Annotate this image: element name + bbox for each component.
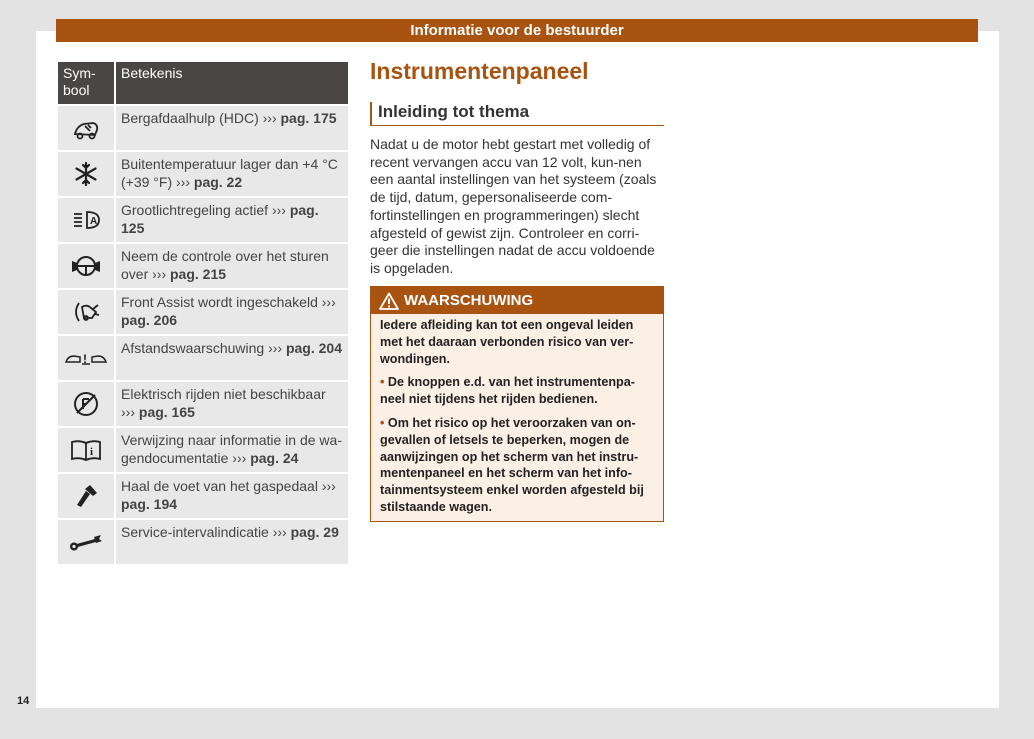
row-text: Bergafdaalhulp (HDC) ››› (121, 110, 281, 126)
high-beam-auto-icon (71, 209, 101, 231)
page-number: 14 (17, 695, 30, 707)
warning-bullet: • Om het risico op het veroorzaken van on-gevallen of letsels te beperken, mogen de aanwijzingen op het scherm van het instru-mentenpaneel en het scherm van het info-tainmentsysteem enkel worden afgesteld bij stilstaande wagen. (380, 415, 644, 514)
wrench-icon (69, 532, 103, 552)
table-row (58, 474, 348, 518)
steering-wheel-hands-icon (70, 253, 102, 279)
front-assist-icon (71, 299, 101, 325)
warning-triangle-icon (379, 292, 399, 310)
table-row (58, 428, 348, 472)
snowflake-icon (73, 161, 99, 187)
page-title: Instrumentenpaneel (370, 58, 589, 84)
page-reference-link[interactable]: pag. 206 (121, 312, 178, 328)
table-row (58, 290, 348, 334)
svg-text:i: i (90, 446, 94, 458)
page-reference-link[interactable]: pag. 215 (170, 266, 227, 282)
row-text: Service-intervalindicatie ››› (121, 524, 291, 540)
row-text: Verwijzing naar informatie in de wa-gendocumentatie ››› (121, 432, 342, 466)
warning-box (370, 286, 664, 522)
intro-paragraph: Nadat u de motor hebt gestart met volledig of recent vervangen accu van 12 volt, kun-nen een aantal instellingen van het systeem (zoals de tijd, datum, gepersonaliseerde com-fortinstellingen en programmeringen) slecht afgesteld of gewist zijn. Controleer en corri-geer die instellingen nadat de accu voldoende is opgeladen. (370, 136, 657, 276)
symbol-table (58, 60, 348, 566)
svg-text:!: ! (83, 352, 87, 366)
manual-info-icon (70, 438, 102, 462)
row-text: Haal de voet van het gaspedaal ››› (121, 478, 336, 494)
table-row (58, 244, 348, 288)
warning-body (371, 314, 663, 516)
accelerator-foot-icon (72, 483, 100, 509)
table-row (58, 520, 348, 564)
page-reference-link[interactable]: pag. 125 (121, 202, 319, 236)
bullet-icon: • (380, 415, 385, 430)
table-row (58, 106, 348, 150)
page-reference-link[interactable]: pag. 204 (285, 340, 342, 356)
page-reference-link[interactable]: pag. 194 (121, 496, 178, 512)
bullet-icon: • (380, 375, 385, 390)
row-text: Neem de controle over het sturen over ››› (121, 248, 329, 282)
table-header-row (58, 62, 348, 104)
page-reference-link[interactable]: pag. 165 (138, 404, 195, 420)
svg-text:A: A (90, 216, 98, 227)
distance-warning-icon (64, 348, 108, 368)
warning-bullet: • De knoppen e.d. van het instrumentenpa-neel niet tijdens het rijden bedienen. (380, 375, 635, 407)
warning-header (371, 287, 663, 314)
row-text: Buitentemperatuur lager dan +4 °C (+39 °F) ››› (121, 156, 338, 190)
row-text: Front Assist wordt ingeschakeld ››› (121, 294, 336, 310)
page-reference-link[interactable]: pag. 175 (280, 110, 337, 126)
row-text: Afstandswaarschuwing ››› (121, 340, 286, 356)
table-row (58, 198, 348, 242)
warning-intro: Iedere afleiding kan tot een ongeval leiden met het daaraan verbonden risico van ver-wondingen. (380, 318, 634, 366)
electric-unavailable-icon (72, 390, 100, 418)
chapter-header: Informatie voor de bestuurder (56, 19, 978, 42)
table-row (58, 336, 348, 380)
column-header-meaning: Betekenis (116, 62, 348, 104)
table-row (58, 152, 348, 196)
warning-label: WAARSCHUWING (404, 292, 534, 309)
hill-descent-icon (71, 114, 101, 142)
row-text: Grootlichtregeling actief ››› (121, 202, 290, 218)
column-header-symbol: Sym- bool (58, 62, 116, 104)
section-heading: Inleiding tot thema (370, 102, 664, 126)
page-reference-link[interactable]: pag. 29 (290, 524, 339, 540)
row-text: Elektrisch rijden niet beschikbaar ››› (121, 386, 326, 420)
page-reference-link[interactable]: pag. 24 (250, 450, 299, 466)
page-reference-link[interactable]: pag. 22 (193, 174, 243, 190)
table-row (58, 382, 348, 426)
